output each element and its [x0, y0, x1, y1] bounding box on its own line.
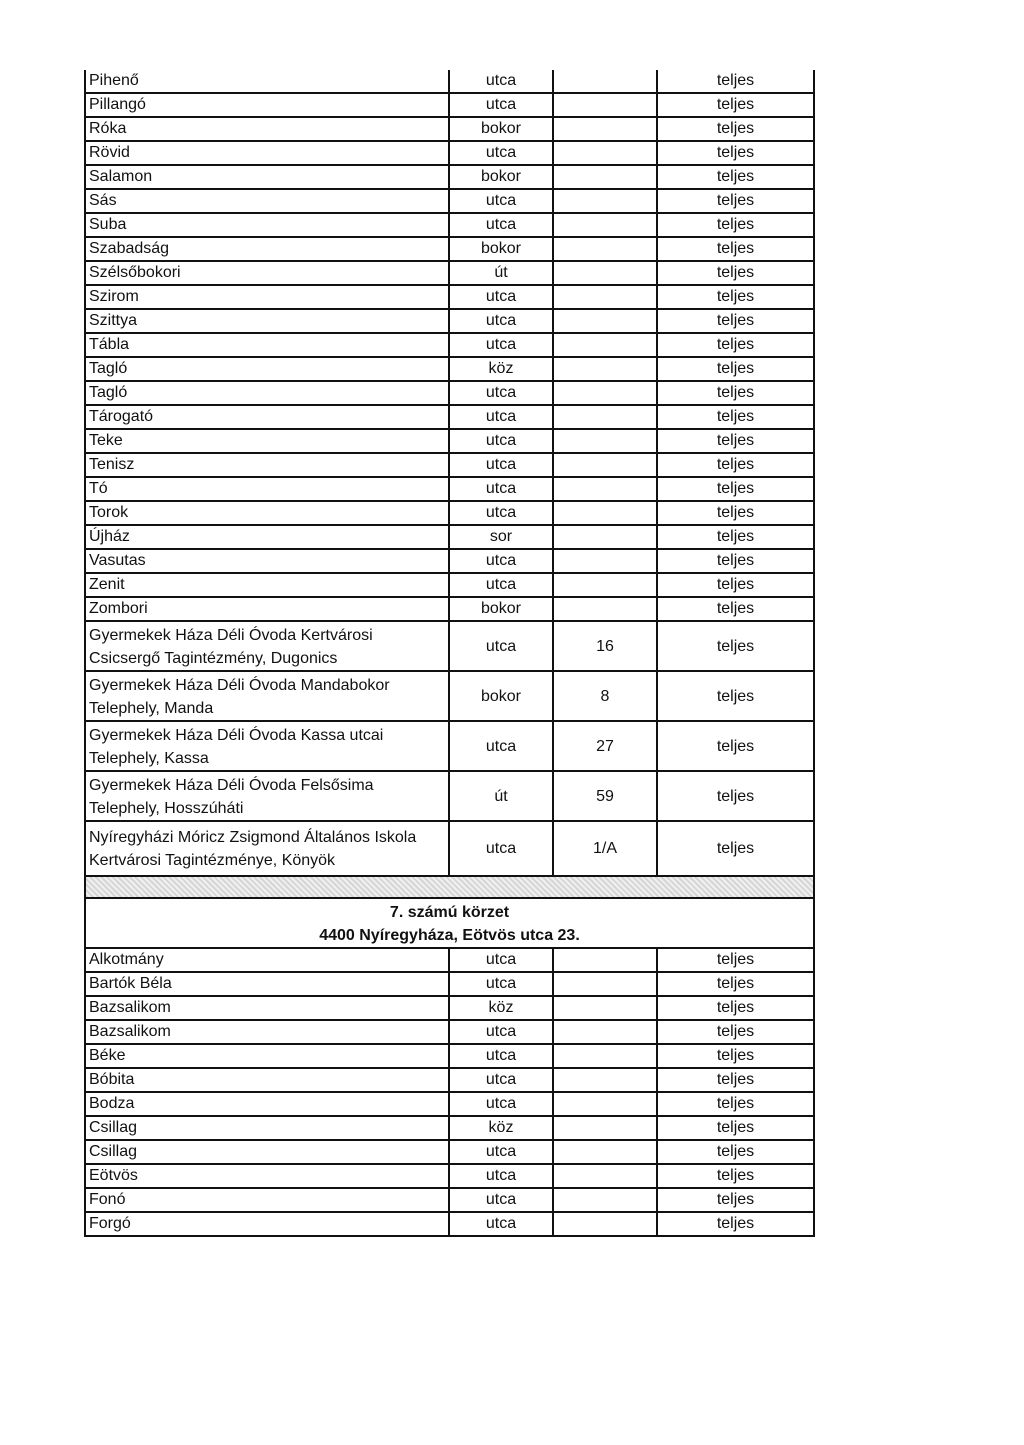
house-number-cell: 1/A	[553, 821, 657, 876]
street-type-cell: bokor	[449, 117, 553, 141]
house-number-cell: 59	[553, 771, 657, 821]
coverage-status-cell: teljes	[657, 141, 814, 165]
coverage-status-cell: teljes	[657, 948, 814, 972]
house-number-cell	[553, 237, 657, 261]
house-number-cell	[553, 1044, 657, 1068]
house-number-cell	[553, 972, 657, 996]
coverage-status-cell: teljes	[657, 333, 814, 357]
table-row	[85, 309, 814, 333]
table-row	[85, 357, 814, 381]
street-type-cell: utca	[449, 1212, 553, 1236]
street-name-cell: Csillag	[85, 1116, 449, 1140]
street-name-cell: Tenisz	[85, 453, 449, 477]
street-name-cell: Alkotmány	[85, 948, 449, 972]
street-name-cell: Zenit	[85, 573, 449, 597]
street-rows-section-6	[85, 70, 814, 621]
table-row	[85, 1188, 814, 1212]
house-number-cell	[553, 1116, 657, 1140]
coverage-status-cell: teljes	[657, 453, 814, 477]
street-type-cell: utca	[449, 1092, 553, 1116]
street-type-cell: utca	[449, 1068, 553, 1092]
street-name-cell: Sás	[85, 189, 449, 213]
house-number-cell	[553, 117, 657, 141]
table-row	[85, 381, 814, 405]
street-name-cell: Szélsőbokori	[85, 261, 449, 285]
house-number-cell	[553, 597, 657, 621]
street-type-cell: utca	[449, 821, 553, 876]
coverage-status-cell: teljes	[657, 381, 814, 405]
table-row	[85, 213, 814, 237]
house-number-cell	[553, 189, 657, 213]
coverage-status-cell: teljes	[657, 213, 814, 237]
table-row	[85, 501, 814, 525]
house-number-cell: 16	[553, 621, 657, 671]
coverage-status-cell: teljes	[657, 1188, 814, 1212]
street-name-cell: Gyermekek Háza Déli Óvoda Kertvárosi Csicsergő Tagintézmény, Dugonics	[85, 621, 449, 671]
house-number-cell	[553, 381, 657, 405]
table-row	[85, 117, 814, 141]
street-name-cell: Bóbita	[85, 1068, 449, 1092]
street-name-cell: Torok	[85, 501, 449, 525]
street-type-cell: bokor	[449, 165, 553, 189]
table-row	[85, 996, 814, 1020]
district-address: 4400 Nyíregyháza, Eötvös utca 23.	[319, 927, 580, 944]
street-type-cell: utca	[449, 948, 553, 972]
street-type-cell: utca	[449, 1044, 553, 1068]
table-row	[85, 549, 814, 573]
table-row	[85, 948, 814, 972]
street-type-cell: utca	[449, 573, 553, 597]
coverage-status-cell: teljes	[657, 93, 814, 117]
street-type-cell: utca	[449, 213, 553, 237]
house-number-cell	[553, 1212, 657, 1236]
street-name-cell: Szittya	[85, 309, 449, 333]
district-street-list	[84, 70, 813, 1237]
coverage-status-cell: teljes	[657, 972, 814, 996]
house-number-cell	[553, 525, 657, 549]
table-row	[85, 285, 814, 309]
street-type-cell: utca	[449, 141, 553, 165]
table-row	[85, 1068, 814, 1092]
coverage-status-cell: teljes	[657, 597, 814, 621]
street-type-cell: utca	[449, 285, 553, 309]
district-title: 7. számú körzet	[389, 904, 510, 921]
house-number-cell: 8	[553, 671, 657, 721]
street-name-cell: Csillag	[85, 1140, 449, 1164]
street-type-cell: út	[449, 261, 553, 285]
district-header	[85, 898, 814, 948]
house-number-cell	[553, 93, 657, 117]
street-name-cell: Béke	[85, 1044, 449, 1068]
street-type-cell: utca	[449, 429, 553, 453]
street-type-cell: utca	[449, 621, 553, 671]
coverage-status-cell: teljes	[657, 309, 814, 333]
house-number-cell	[553, 948, 657, 972]
street-name-cell: Tagló	[85, 357, 449, 381]
coverage-status-cell: teljes	[657, 477, 814, 501]
coverage-status-cell: teljes	[657, 70, 814, 93]
street-name-cell: Suba	[85, 213, 449, 237]
coverage-status-cell: teljes	[657, 671, 814, 721]
house-number-cell	[553, 70, 657, 93]
house-number-cell	[553, 429, 657, 453]
house-number-cell	[553, 1092, 657, 1116]
house-number-cell	[553, 1020, 657, 1044]
house-number-cell	[553, 1140, 657, 1164]
coverage-status-cell: teljes	[657, 1044, 814, 1068]
coverage-status-cell: teljes	[657, 1140, 814, 1164]
street-type-cell: út	[449, 771, 553, 821]
table-row	[85, 621, 814, 671]
street-type-cell: bokor	[449, 671, 553, 721]
coverage-status-cell: teljes	[657, 1068, 814, 1092]
street-type-cell: utca	[449, 477, 553, 501]
coverage-status-cell: teljes	[657, 996, 814, 1020]
street-type-cell: utca	[449, 1188, 553, 1212]
street-type-cell: utca	[449, 1164, 553, 1188]
house-number-cell	[553, 309, 657, 333]
coverage-status-cell: teljes	[657, 549, 814, 573]
street-name-cell: Szabadság	[85, 237, 449, 261]
street-type-cell: utca	[449, 70, 553, 93]
table-row	[85, 70, 814, 93]
street-table	[84, 70, 815, 1237]
coverage-status-cell: teljes	[657, 429, 814, 453]
table-row	[85, 1044, 814, 1068]
coverage-status-cell: teljes	[657, 189, 814, 213]
street-type-cell: utca	[449, 1020, 553, 1044]
street-name-cell: Fonó	[85, 1188, 449, 1212]
street-name-cell: Tó	[85, 477, 449, 501]
street-name-cell: Pihenő	[85, 70, 449, 93]
table-row	[85, 1092, 814, 1116]
table-row	[85, 477, 814, 501]
street-name-cell: Gyermekek Háza Déli Óvoda Felsősima Telephely, Hosszúháti	[85, 771, 449, 821]
coverage-status-cell: teljes	[657, 285, 814, 309]
street-name-cell: Bazsalikom	[85, 1020, 449, 1044]
street-type-cell: sor	[449, 525, 553, 549]
house-number-cell	[553, 261, 657, 285]
street-type-cell: bokor	[449, 597, 553, 621]
street-type-cell: köz	[449, 357, 553, 381]
coverage-status-cell: teljes	[657, 771, 814, 821]
coverage-status-cell: teljes	[657, 237, 814, 261]
table-row	[85, 453, 814, 477]
street-type-cell: utca	[449, 333, 553, 357]
house-number-cell	[553, 549, 657, 573]
coverage-status-cell: teljes	[657, 165, 814, 189]
coverage-status-cell: teljes	[657, 573, 814, 597]
coverage-status-cell: teljes	[657, 621, 814, 671]
street-name-cell: Bazsalikom	[85, 996, 449, 1020]
table-row	[85, 525, 814, 549]
table-row	[85, 1212, 814, 1236]
street-rows-section-7	[85, 948, 814, 1236]
street-name-cell: Pillangó	[85, 93, 449, 117]
house-number-cell	[553, 501, 657, 525]
coverage-status-cell: teljes	[657, 1092, 814, 1116]
table-row	[85, 1164, 814, 1188]
coverage-status-cell: teljes	[657, 1212, 814, 1236]
table-row	[85, 721, 814, 771]
street-name-cell: Eötvös	[85, 1164, 449, 1188]
table-row	[85, 333, 814, 357]
coverage-status-cell: teljes	[657, 1164, 814, 1188]
house-number-cell	[553, 333, 657, 357]
coverage-status-cell: teljes	[657, 405, 814, 429]
street-name-cell: Zombori	[85, 597, 449, 621]
street-name-cell: Újház	[85, 525, 449, 549]
street-type-cell: utca	[449, 721, 553, 771]
street-type-cell: bokor	[449, 237, 553, 261]
street-type-cell: utca	[449, 309, 553, 333]
street-type-cell: utca	[449, 93, 553, 117]
table-row	[85, 189, 814, 213]
street-name-cell: Bodza	[85, 1092, 449, 1116]
street-name-cell: Salamon	[85, 165, 449, 189]
street-type-cell: utca	[449, 453, 553, 477]
table-row	[85, 93, 814, 117]
street-type-cell: utca	[449, 405, 553, 429]
street-name-cell: Tagló	[85, 381, 449, 405]
table-row	[85, 573, 814, 597]
coverage-status-cell: teljes	[657, 525, 814, 549]
street-type-cell: utca	[449, 1140, 553, 1164]
street-name-cell: Róka	[85, 117, 449, 141]
table-row	[85, 261, 814, 285]
table-row	[85, 671, 814, 721]
coverage-status-cell: teljes	[657, 721, 814, 771]
house-number-cell	[553, 1164, 657, 1188]
table-row	[85, 237, 814, 261]
street-type-cell: utca	[449, 381, 553, 405]
house-number-cell	[553, 213, 657, 237]
house-number-cell	[553, 405, 657, 429]
coverage-status-cell: teljes	[657, 357, 814, 381]
institution-rows	[85, 621, 814, 876]
house-number-cell: 27	[553, 721, 657, 771]
street-name-cell: Gyermekek Háza Déli Óvoda Kassa utcai Telephely, Kassa	[85, 721, 449, 771]
house-number-cell	[553, 573, 657, 597]
street-name-cell: Bartók Béla	[85, 972, 449, 996]
street-name-cell: Tárogató	[85, 405, 449, 429]
house-number-cell	[553, 165, 657, 189]
house-number-cell	[553, 357, 657, 381]
house-number-cell	[553, 141, 657, 165]
shaded-separator	[85, 876, 814, 898]
table-row	[85, 1020, 814, 1044]
house-number-cell	[553, 996, 657, 1020]
table-row	[85, 429, 814, 453]
street-name-cell: Vasutas	[85, 549, 449, 573]
table-row	[85, 771, 814, 821]
coverage-status-cell: teljes	[657, 501, 814, 525]
house-number-cell	[553, 477, 657, 501]
table-row	[85, 821, 814, 876]
house-number-cell	[553, 453, 657, 477]
house-number-cell	[553, 1068, 657, 1092]
street-name-cell: Rövid	[85, 141, 449, 165]
street-name-cell: Forgó	[85, 1212, 449, 1236]
street-type-cell: köz	[449, 1116, 553, 1140]
street-name-cell: Gyermekek Háza Déli Óvoda Mandabokor Telephely, Manda	[85, 671, 449, 721]
street-type-cell: utca	[449, 549, 553, 573]
street-type-cell: utca	[449, 501, 553, 525]
table-row	[85, 1116, 814, 1140]
table-row	[85, 597, 814, 621]
coverage-status-cell: teljes	[657, 1116, 814, 1140]
street-name-cell: Szirom	[85, 285, 449, 309]
street-name-cell: Teke	[85, 429, 449, 453]
table-row	[85, 1140, 814, 1164]
section-break	[85, 876, 814, 948]
table-row	[85, 405, 814, 429]
house-number-cell	[553, 1188, 657, 1212]
street-type-cell: utca	[449, 972, 553, 996]
shaded-separator-row	[85, 876, 814, 898]
table-row	[85, 972, 814, 996]
street-name-cell: Tábla	[85, 333, 449, 357]
coverage-status-cell: teljes	[657, 1020, 814, 1044]
street-name-cell: Nyíregyházi Móricz Zsigmond Általános Iskola Kertvárosi Tagintézménye, Könyök	[85, 821, 449, 876]
coverage-status-cell: teljes	[657, 821, 814, 876]
house-number-cell	[553, 285, 657, 309]
street-type-cell: köz	[449, 996, 553, 1020]
table-row	[85, 141, 814, 165]
table-row	[85, 165, 814, 189]
coverage-status-cell: teljes	[657, 117, 814, 141]
coverage-status-cell: teljes	[657, 261, 814, 285]
district-header-row	[85, 898, 814, 948]
street-type-cell: utca	[449, 189, 553, 213]
